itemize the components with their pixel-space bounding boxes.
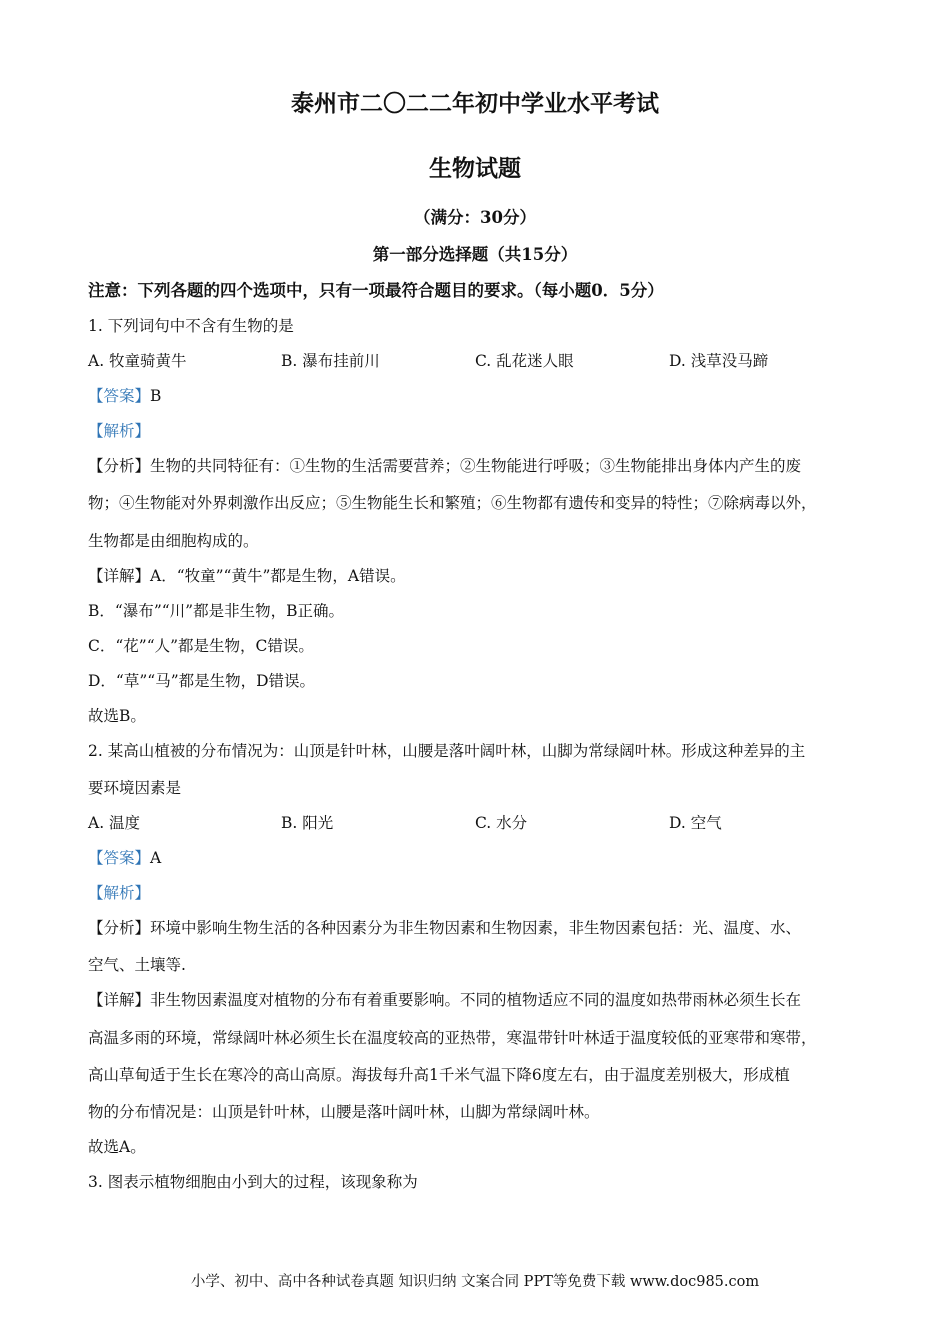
full-score: （满分：30分） (414, 208, 536, 227)
q1-stem: 1. 下列词句中不含有生物的是 (88, 317, 294, 335)
detail-tag: 【详解】 (88, 567, 151, 585)
q2-stem-line: 要环境因素是 (88, 779, 182, 797)
q1-answer (88, 384, 161, 406)
q2-detail-line: 高温多雨的环境，常绿阔叶林必须生长在温度较高的亚热带，寒温带针叶林适于温度较低的亚寒带和寒带， (88, 1029, 817, 1047)
q1-analysis-heading (88, 419, 150, 441)
q2-option-a: A. 温度 (88, 814, 141, 832)
analysis-tag: 【解析】 (88, 884, 151, 902)
q1-detail-line: D．“草”“马”都是生物，D错误。 (88, 672, 316, 690)
q1-option-c: C. 乱花迷人眼 (475, 352, 574, 370)
answer-tag: 【答案】 (88, 849, 151, 867)
detail-tag: 【详解】 (88, 991, 151, 1009)
q1-option-d: D. 浅草没马蹄 (669, 352, 769, 370)
fenxi-tag: 【分析】 (88, 457, 151, 475)
q1-fenxi-text: 生物的共同特征有：①生物的生活需要营养；②生物能进行呼吸；③生物能排出身体内产生的废 (150, 457, 802, 475)
q1-option-b: B. 瀑布挂前川 (281, 352, 380, 370)
q2-option-d: D. 空气 (669, 814, 722, 832)
q1-detail-line: B．“瀑布”“川”都是非生物，B正确。 (88, 602, 344, 620)
q2-fenxi-line: 空气、土壤等. (88, 956, 186, 974)
q2-detail-line: 物的分布情况是：山顶是针叶林，山腰是落叶阔叶林，山脚为常绿阔叶林。 (88, 1103, 600, 1121)
q2-fenxi-text: 环境中影响生物生活的各种因素分为非生物因素和生物因素，非生物因素包括：光、温度、水、 (150, 919, 802, 937)
q1-option-a: A. 牧童骑黄牛 (88, 352, 187, 370)
q1-answer-value: B (150, 387, 162, 405)
exam-title: 泰州市二〇二二年初中学业水平考试 (291, 90, 659, 117)
q1-detail-line (88, 564, 406, 586)
q1-fenxi-line: 生物都是由细胞构成的。 (88, 532, 259, 550)
part-heading: 第一部分选择题（共15分） (372, 245, 578, 264)
q1-detail-line: C．“花”“人”都是生物，C错误。 (88, 637, 314, 655)
q2-conclusion: 故选A。 (88, 1138, 146, 1156)
q2-option-c: C. 水分 (475, 814, 528, 832)
subject-title: 生物试题 (429, 155, 521, 182)
q1-fenxi-line (88, 454, 801, 476)
page-footer: 小学、初中、高中各种试卷真题 知识归纳 文案合同 PPT等免费下载 www.doc985.com (190, 1274, 760, 1290)
q2-fenxi-line (88, 916, 801, 938)
q2-answer (88, 846, 161, 868)
notice-text: 注意：下列各题的四个选项中，只有一项最符合题目的要求。（每小题0．5分） (88, 281, 664, 300)
q2-option-b: B. 阳光 (281, 814, 334, 832)
q2-detail-text: 非生物因素温度对植物的分布有着重要影响。不同的植物适应不同的温度如热带雨林必须生长在 (150, 991, 802, 1009)
q2-analysis-heading (88, 881, 150, 903)
q1-fenxi-line: 物；④生物能对外界刺激作出反应；⑤生物能生长和繁殖；⑥生物都有遗传和变异的特性；⑦除病毒以外， (88, 494, 817, 512)
fenxi-tag: 【分析】 (88, 919, 151, 937)
q2-answer-value: A (150, 849, 162, 867)
q2-detail-line (88, 988, 801, 1010)
q1-conclusion: 故选B。 (88, 707, 146, 725)
q1-detail-text: A．“牧童”“黄牛”都是生物，A错误。 (150, 567, 406, 585)
analysis-tag: 【解析】 (88, 422, 151, 440)
q2-stem-line: 2. 某高山植被的分布情况为：山顶是针叶林，山腰是落叶阔叶林，山脚为常绿阔叶林。形成这种差异的主 (88, 742, 806, 760)
answer-tag: 【答案】 (88, 387, 151, 405)
q2-detail-line: 高山草甸适于生长在寒冷的高山高原。海拔每升高1千米气温下降6度左右，由于温度差别极大，形成植 (88, 1066, 790, 1084)
q3-stem: 3. 图表示植物细胞由小到大的过程，该现象称为 (88, 1173, 418, 1191)
